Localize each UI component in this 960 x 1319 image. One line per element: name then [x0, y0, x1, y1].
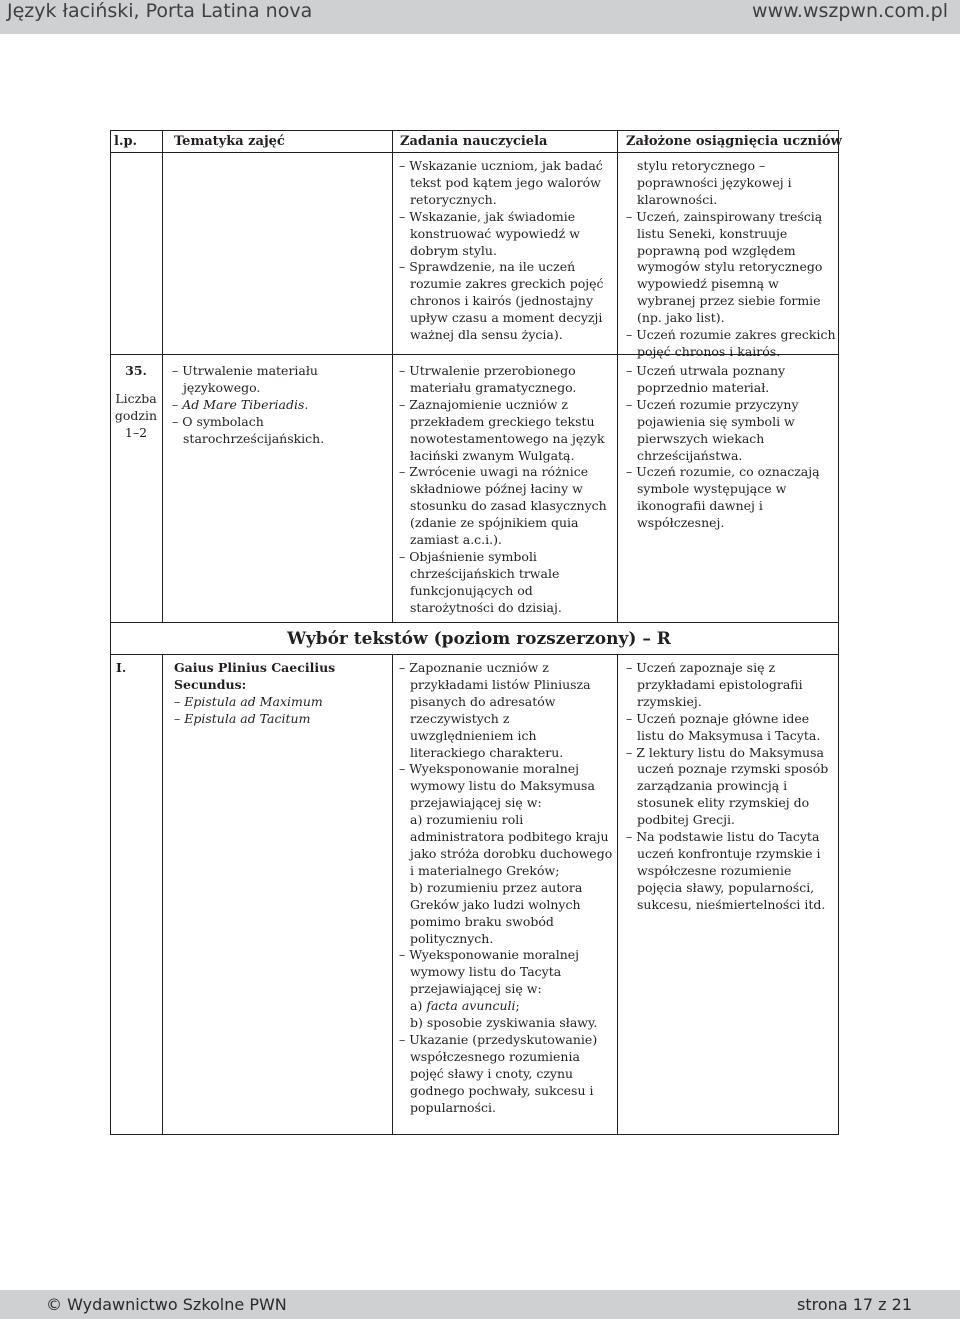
list-item: – Uczeń zapoznaje się z przykładami epistolografii rzymskiej. [626, 660, 803, 709]
list-item: – Zapoznanie uczniów z przykładami listów Pliniusza pisanych do adresatów rzeczywistych z uwzględnieniem ich literackiego charakteru. [399, 660, 591, 760]
list-item: – Utrwalenie przerobionego materiału gramatycznego. [399, 363, 577, 395]
col-rule-3b [617, 654, 618, 1135]
list-item: – Z lektury listu do Maksymusa uczeń poznaje rzymski sposób zarządzania prowincją i stosunek elity rzymskiej do podbitej Grecji. [626, 744, 829, 828]
col-rule-2b [392, 654, 393, 1135]
sub-item-italic: facta avunculi [426, 998, 516, 1014]
list-item: – Na podstawie listu do Tacyta uczeń konfrontuje rzymskie i współczesne rozumienie pojęcia sławy, popularności, sukcesu, nieśmiertelności itd. [626, 829, 826, 912]
list-item: – Uczeń poznaje główne idee listu do Maksymusa i Tacyta. [626, 710, 821, 743]
list-item: – Ad Mare Tiberiadis. [172, 396, 309, 412]
header-url[interactable]: www.wszpwn.com.pl [752, 0, 948, 22]
list-item: – Zwrócenie uwagi na różnice składniowe późnej łaciny w stosunku do zasad klasycznych (zdanie ze spójnikiem quia zamiast a.c.i.). [399, 464, 607, 548]
section-title: Wybór tekstów (poziom rozszerzony) – R [287, 629, 671, 649]
list-item: – Uczeń rozumie przyczyny pojawienia się symboli w pierwszych wiekach chrześcijaństwa. [626, 396, 799, 463]
col-rule-1a [162, 130, 163, 622]
row35-tasks [399, 363, 615, 617]
row35-topic [172, 363, 390, 448]
list-item: – Uczeń utrwala poznany poprzednio materiał. [626, 363, 786, 395]
row-rule-2 [110, 622, 839, 623]
list-item: – Zaznajomienie uczniów z przekładem greckiego tekstu nowotestamentowego na język łaciński zwanym Wulgatą. [399, 396, 605, 463]
publisher-copyright: © Wydawnictwo Szkolne PWN [46, 1295, 287, 1314]
cont-tasks [399, 158, 615, 344]
sub-item-prefix: a) [410, 998, 427, 1014]
cont-outcomes [626, 158, 838, 361]
hours-value: 1–2 [124, 424, 148, 440]
list-item: – Wyeksponowanie moralnej wymowy listu do Tacyta przejawiającej się w: [399, 947, 580, 997]
page-number: strona 17 z 21 [797, 1295, 912, 1314]
list-item: – Epistula ad Maximum [174, 693, 323, 709]
sub-item: a) rozumieniu roli administratora podbitego kraju jako stróża dorobku duchowego i materialnego Greków; [410, 812, 613, 878]
rowI-topic [174, 660, 390, 728]
col-rule-2a [392, 130, 393, 622]
list-item: – Epistula ad Tacitum [174, 710, 311, 726]
rowI-tasks [399, 660, 615, 1116]
col-header-outcomes: Założone osiągnięcia uczniów [626, 134, 842, 149]
col-header-topic: Tematyka zajęć [174, 134, 285, 149]
col-rule-1b [162, 654, 163, 1135]
sub-item: b) sposobie zyskiwania sławy. [410, 1015, 598, 1031]
col-header-lp: l.p. [114, 134, 138, 149]
list-item: – Uczeń rozumie, co oznaczają symbole występujące w ikonografii dawnej i współczesnej. [626, 464, 820, 531]
row-number: 35. [125, 363, 147, 378]
header-title: Język łaciński, Porta Latina nova [7, 0, 313, 22]
author-title: Gaius Plinius Caecilius Secundus: [174, 660, 336, 692]
rowI-outcomes [626, 660, 838, 914]
list-item: – Ukazanie (przedyskutowanie) współczesnego rozumienia pojęć sławy i cnoty, czynu godnego pochwały, sukcesu i popularności. [399, 1031, 598, 1115]
row35-lp [111, 363, 161, 442]
header-rule [110, 152, 839, 153]
list-item: – Wskazanie, jak świadomie konstruować wypowiedź w dobrym stylu. [399, 208, 580, 258]
page-header [0, 0, 960, 34]
list-item: – Objaśnienie symboli chrześcijańskich trwale funkcjonujących od starożytności do dzisiaj. [399, 548, 562, 615]
row-rule-3 [110, 654, 839, 655]
list-item: – Sprawdzenie, na ile uczeń rozumie zakres greckich pojęć chronos i kairós (jednostajny upływ czasu a moment decyzji ważnej dla sensu życia). [399, 259, 604, 343]
sub-item: b) rozumieniu przez autora Greków jako ludzi wolnych pomimo braku swobód politycznych. [410, 879, 583, 946]
row35-outcomes [626, 363, 838, 532]
list-item: – Wskazanie uczniom, jak badać tekst pod kątem jego walorów retorycznych. [399, 158, 603, 207]
sub-item [399, 998, 615, 1015]
list-item: – Wyeksponowanie moralnej wymowy listu do Maksymusa przejawiającej się w: [399, 761, 595, 811]
list-item: – Uczeń, zainspirowany treścią listu Seneki, konstruuje poprawną pod względem wymogów stylu retorycznego wypowiedź pisemną w wybranej przez siebie formie (np. jako list). [626, 208, 823, 326]
rowI-lp: I. [116, 660, 127, 675]
list-item: stylu retorycznego – poprawności językowej i klarowności. [637, 158, 792, 207]
hours-label: Liczba godzin [114, 390, 158, 423]
sub-item-suffix: ; [515, 998, 520, 1014]
list-item: – Utrwalenie materiału językowego. [172, 363, 318, 395]
col-rule-3a [617, 130, 618, 622]
page-footer [0, 1290, 960, 1319]
list-item: – O symbolach starochrześcijańskich. [172, 413, 325, 446]
list-item: – Uczeń rozumie zakres greckich pojęć chronos i kairós. [626, 327, 836, 359]
col-header-tasks: Zadania nauczyciela [400, 134, 548, 149]
